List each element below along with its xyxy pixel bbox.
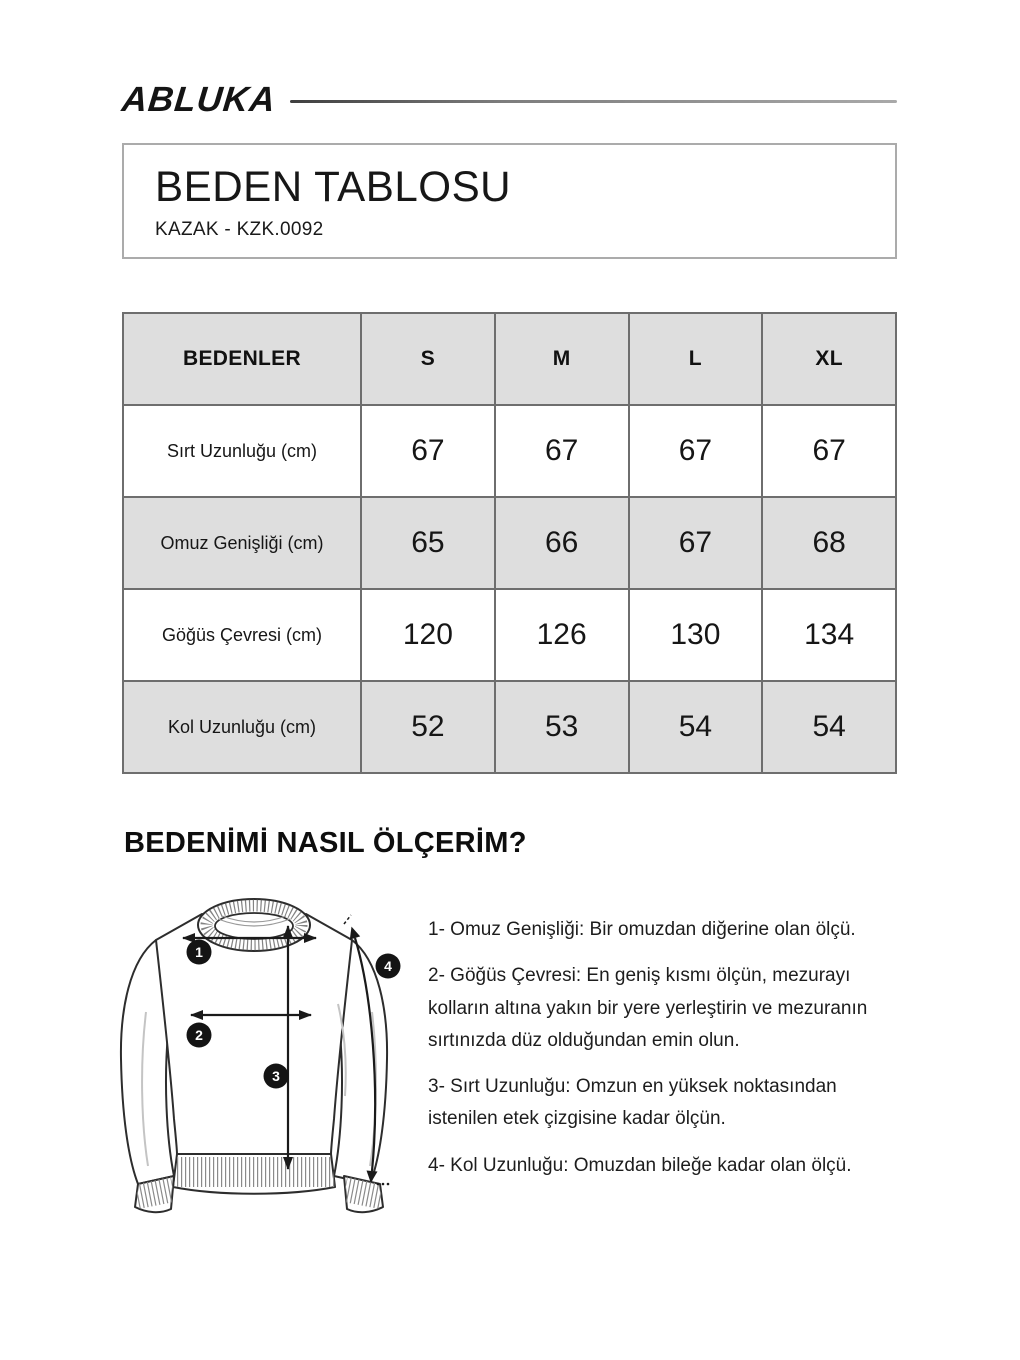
svg-text:1: 1: [195, 944, 203, 960]
product-code: KAZAK - KZK.0092: [155, 219, 324, 240]
sweater-collar: [198, 899, 310, 951]
size-value: 126: [495, 589, 629, 681]
size-value: 54: [762, 681, 896, 773]
brand-header: [122, 80, 897, 120]
row-label: Sırt Uzunluğu (cm): [123, 405, 361, 497]
column-header-m: M: [495, 313, 629, 405]
size-value: 54: [629, 681, 763, 773]
instruction-item-3: 3- Sırt Uzunluğu: Omzun en yüksek noktasından istenilen etek çizgisine kadar ölçün.: [428, 1076, 837, 1130]
column-header-s: S: [361, 313, 495, 405]
marker-badge-2: [187, 1023, 212, 1048]
size-value: 67: [629, 405, 763, 497]
page-title: BEDEN TABLOSU: [155, 163, 512, 211]
size-value: 67: [361, 405, 495, 497]
size-table: [122, 312, 897, 774]
measure-heading: BEDENİMİ NASIL ÖLÇERİM?: [124, 827, 527, 859]
instruction-item-1: 1- Omuz Genişliği: Bir omuzdan diğerine olan ölçü.: [428, 919, 856, 940]
header-rule: [290, 100, 897, 103]
brand-logo: ABLUKA: [120, 80, 278, 119]
instruction-item-2: 2- Göğüs Çevresi: En geniş kısmı ölçün, mezurayı kolların altına yakın bir yere yerleştirin ve mezuranın sırtınızda düz olduğundan emin olun.: [428, 965, 868, 1051]
measure-instructions: [428, 894, 897, 1196]
size-value: 67: [495, 405, 629, 497]
size-value: 53: [495, 681, 629, 773]
instruction-item-4: 4- Kol Uzunluğu: Omuzdan bileğe kadar olan ölçü.: [428, 1154, 852, 1176]
size-value: 68: [762, 497, 896, 589]
table-row: [123, 405, 896, 497]
title-box: [122, 143, 897, 259]
size-value: 52: [361, 681, 495, 773]
table-row: [123, 589, 896, 681]
row-label: Omuz Genişliği (cm): [123, 497, 361, 589]
size-value: 66: [495, 497, 629, 589]
svg-text:4: 4: [384, 958, 392, 974]
table-row: [123, 681, 896, 773]
column-header-xl: XL: [762, 313, 896, 405]
size-value: 67: [629, 497, 763, 589]
svg-text:3: 3: [272, 1068, 280, 1084]
size-value: 65: [361, 497, 495, 589]
table-header-row: [123, 313, 896, 405]
column-header-bedenler: BEDENLER: [123, 313, 361, 405]
sweater-diagram-svg: [104, 894, 414, 1224]
marker-badge-1: [187, 940, 212, 965]
size-value: 134: [762, 589, 896, 681]
row-label: Kol Uzunluğu (cm): [123, 681, 361, 773]
column-header-l: L: [629, 313, 763, 405]
size-value: 120: [361, 589, 495, 681]
size-value: 67: [762, 405, 896, 497]
size-value: 130: [629, 589, 763, 681]
row-label: Göğüs Çevresi (cm): [123, 589, 361, 681]
svg-text:2: 2: [195, 1027, 203, 1043]
table-row: [123, 497, 896, 589]
sweater-hem: [173, 1154, 335, 1194]
marker-badge-3: [264, 1064, 289, 1089]
measure-row: [122, 894, 897, 1229]
sweater-diagram: [104, 894, 414, 1229]
marker-badge-4: [376, 954, 401, 979]
